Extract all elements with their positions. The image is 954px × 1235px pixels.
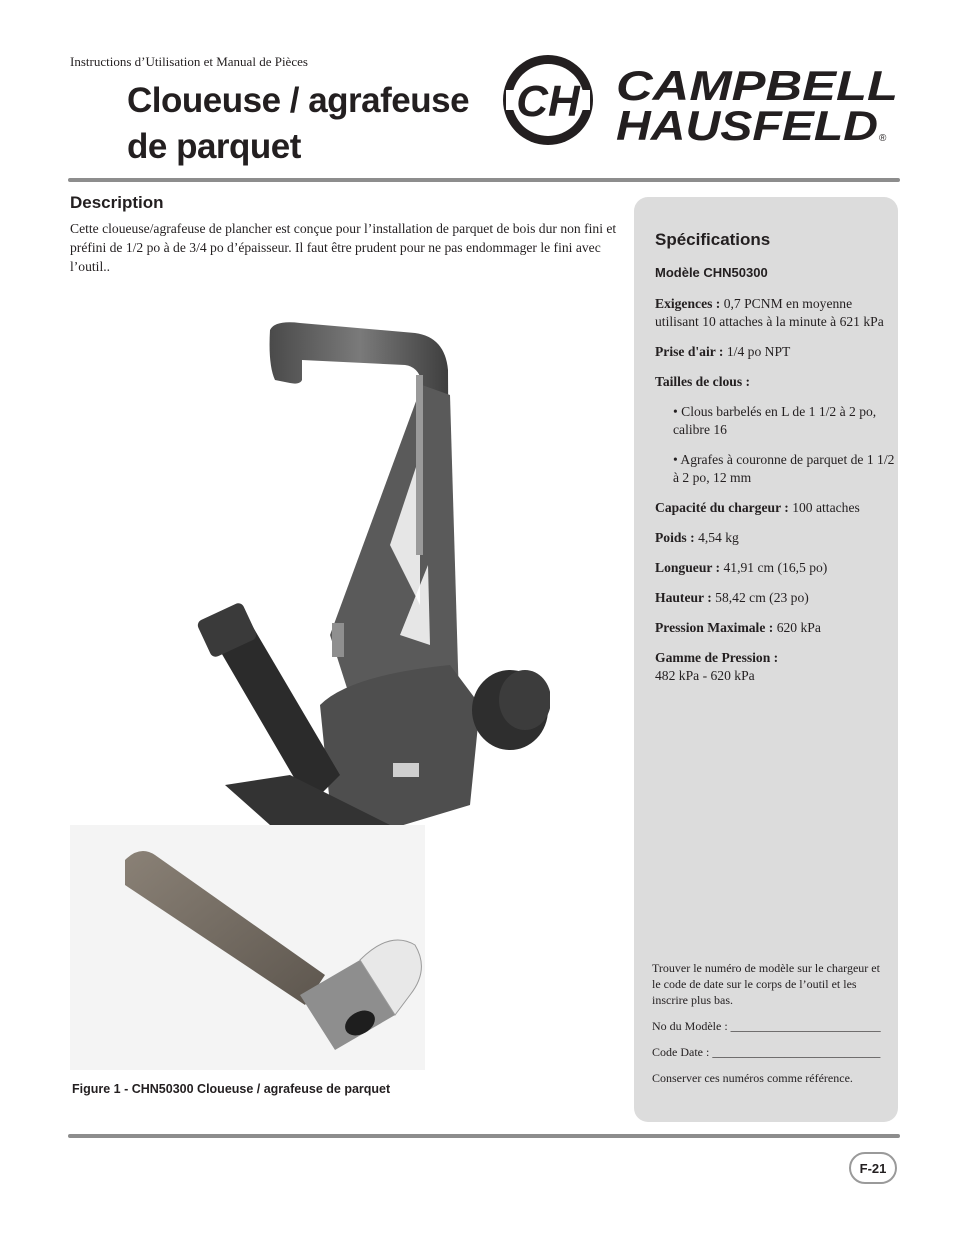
- spec-poids: [655, 529, 895, 547]
- logo-monogram: CH: [516, 77, 580, 126]
- document-subtitle: Instructions d’Utilisation et Manual de Pièces: [70, 54, 308, 69]
- description-heading: Description: [70, 193, 164, 212]
- spec-prise-air: [655, 343, 895, 361]
- spec-value: 1/4 po NPT: [726, 344, 791, 359]
- spec-label: Capacité du chargeur :: [655, 500, 789, 515]
- spec-value: 0,7 PCNM en moyenne utilisant 10 attaches à la minute à 621 kPa: [655, 296, 884, 329]
- spec-bullet: • Agrafes à couronne de parquet de 1 1/2 à 2 po, 12 mm: [673, 452, 895, 485]
- model-number-field: No du Modèle : _________________________: [652, 1019, 881, 1033]
- record-numbers-note: [652, 960, 888, 1096]
- record-instructions: Trouver le numéro de modèle sur le chargeur et le code de date sur le corps de l’outil et les inscrire plus bas.: [652, 961, 880, 1007]
- date-code-field: Code Date : ____________________________: [652, 1045, 881, 1059]
- specifications-list: [655, 264, 895, 697]
- flooring-nailer-image: [196, 322, 550, 867]
- campbell-hausfeld-logo: [500, 52, 900, 152]
- title-line-2: de parquet: [127, 127, 301, 166]
- spec-bullet: • Clous barbelés en L de 1 1/2 à 2 po, calibre 16: [673, 404, 877, 437]
- spec-value: 100 attaches: [792, 500, 860, 515]
- specifications-heading: Spécifications: [655, 230, 771, 249]
- spec-label: Pression Maximale :: [655, 620, 774, 635]
- mallet-image: [70, 825, 425, 1070]
- spec-label: Poids :: [655, 530, 695, 545]
- spec-value: 620 kPa: [776, 620, 821, 635]
- spec-gamme-pression: [655, 649, 895, 685]
- spec-pression-max: [655, 619, 895, 637]
- spec-label: Longueur :: [655, 560, 721, 575]
- spec-value: 482 kPa - 620 kPa: [655, 668, 755, 683]
- registered-mark: ®: [879, 133, 887, 144]
- spec-label: Exigences :: [655, 296, 721, 311]
- spec-capacite: [655, 499, 895, 517]
- spec-label: Hauteur :: [655, 590, 712, 605]
- keep-reference-note: Conserver ces numéros comme référence.: [652, 1071, 853, 1085]
- product-illustration: [70, 305, 550, 1070]
- logo-brand-line-2: HAUSFELD: [616, 102, 878, 149]
- spec-value: 4,54 kg: [698, 530, 739, 545]
- title-line-1: Cloueuse / agrafeuse: [127, 81, 470, 120]
- spec-tailles: [655, 373, 895, 391]
- logo-brand-line-1: CAMPBELL: [616, 62, 898, 109]
- description-text: Cette cloueuse/agrafeuse de plancher est conçue pour l’installation de parquet de bois dur non fini et préfini de 1/2 po à de 3/4 po d’épaisseur. Il faut être prudent pour ne pas endommager le fini avec l’outil..: [70, 221, 617, 274]
- spec-value: 41,91 cm (16,5 po): [723, 560, 828, 575]
- spec-model: Modèle CHN50300: [655, 265, 768, 280]
- spec-label: Gamme de Pression :: [655, 650, 779, 665]
- spec-label: Prise d'air :: [655, 344, 724, 359]
- page-title: [127, 78, 469, 170]
- header-divider: [68, 178, 900, 182]
- spec-exigences: [655, 295, 895, 331]
- spec-value: 58,42 cm (23 po): [715, 590, 809, 605]
- page-number-badge: F-21: [849, 1152, 897, 1184]
- footer-divider: [68, 1134, 900, 1138]
- spec-label: Tailles de clous :: [655, 374, 751, 389]
- figure-caption: Figure 1 - CHN50300 Cloueuse / agrafeuse de parquet: [72, 1082, 391, 1096]
- spec-hauteur: [655, 589, 895, 607]
- spec-longueur: [655, 559, 895, 577]
